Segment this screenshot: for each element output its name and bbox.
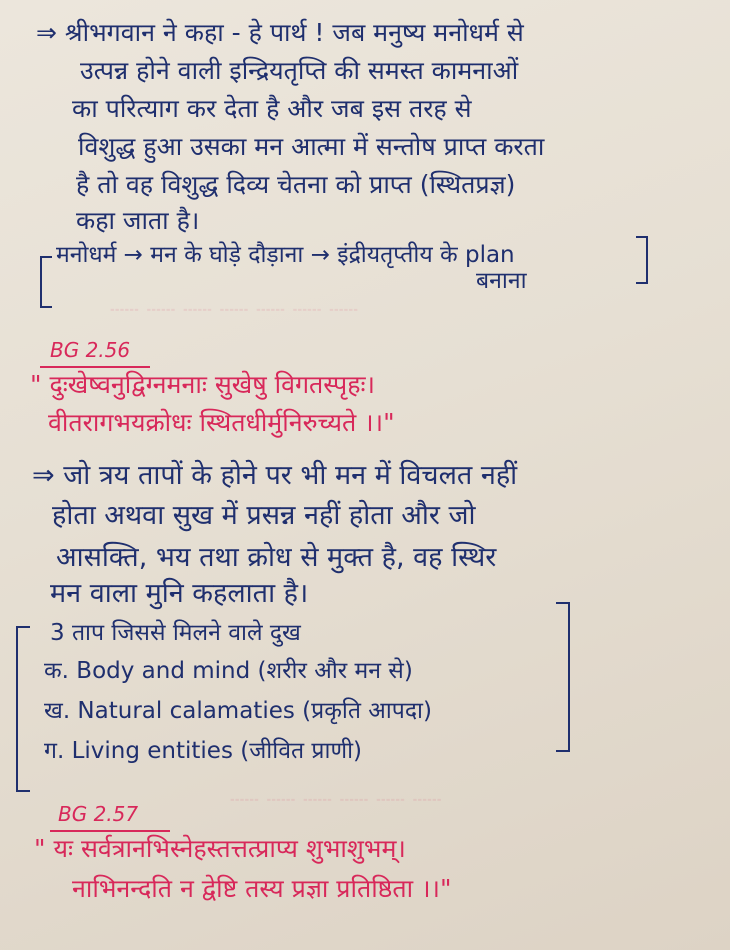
sanskrit-line: " यः सर्वत्रानभिस्नेहस्तत्तत्प्राप्य शुभाशुभम्। <box>34 834 406 863</box>
right-bracket <box>556 602 570 752</box>
verse-reference: BG 2.56 <box>50 338 131 362</box>
sanskrit-line: वीतरागभयक्रोधः स्थितधीर्मुनिरुच्यते ।।" <box>48 408 395 437</box>
meaning-line: विशुद्ध हुआ उसका मन आत्मा में सन्तोष प्राप्त करता <box>78 132 545 161</box>
meaning-line: ⇒ श्रीभगवान ने कहा - हे पार्थ ! जब मनुष्य मनोधर्म से <box>36 18 524 47</box>
meaning-line: का परित्याग कर देता है और जब इस तरह से <box>72 94 472 123</box>
reference-underline <box>40 366 150 368</box>
meaning-line: मन वाला मुनि कहलाता है। <box>50 578 309 609</box>
meaning-line: कहा जाता है। <box>76 206 200 235</box>
list-item: ग. Living entities (जीवित प्राणी) <box>44 738 363 764</box>
list-item: ख. Natural calamaties (प्रकृति आपदा) <box>44 698 432 724</box>
list-item: 3 ताप जिससे मिलने वाले दुख <box>50 620 301 646</box>
note-line: मनोधर्म → मन के घोड़े दौड़ाना → इंद्रीयतृप्तीय के plan <box>56 242 515 268</box>
left-bracket <box>16 626 30 792</box>
meaning-line: है तो वह विशुद्ध दिव्य चेतना को प्राप्त (स्थितप्रज्ञ) <box>76 170 516 199</box>
right-bracket <box>636 236 648 284</box>
meaning-line: ⇒ जो त्रय तापों के होने पर भी मन में विचलत नहीं <box>32 460 518 491</box>
meaning-line: आसक्ति, भय तथा क्रोध से मुक्त है, वह स्थिर <box>56 542 497 573</box>
meaning-line: होता अथवा सुख में प्रसन्न नहीं होता और जो <box>52 500 476 531</box>
bleed-through-text: ┄┄ ┄┄ ┄┄ ┄┄ ┄┄ ┄┄ <box>230 786 442 814</box>
verse-reference: BG 2.57 <box>58 802 139 826</box>
sanskrit-line: " दुःखेष्वनुद्विग्नमनाः सुखेषु विगतस्पृहः। <box>30 370 376 399</box>
list-item: क. Body and mind (शरीर और मन से) <box>44 658 413 684</box>
reference-underline <box>50 830 170 832</box>
note-line: बनाना <box>476 268 527 294</box>
bleed-through-text: ┄┄ ┄┄ ┄┄ ┄┄ ┄┄ ┄┄ ┄┄ <box>110 296 359 324</box>
meaning-line: उत्पन्न होने वाली इन्द्रियतृप्ति की समस्त कामनाओं <box>80 56 519 85</box>
left-bracket <box>40 256 52 308</box>
sanskrit-line: नाभिनन्दति न द्वेष्टि तस्य प्रज्ञा प्रतिष्ठिता ।।" <box>72 874 452 903</box>
